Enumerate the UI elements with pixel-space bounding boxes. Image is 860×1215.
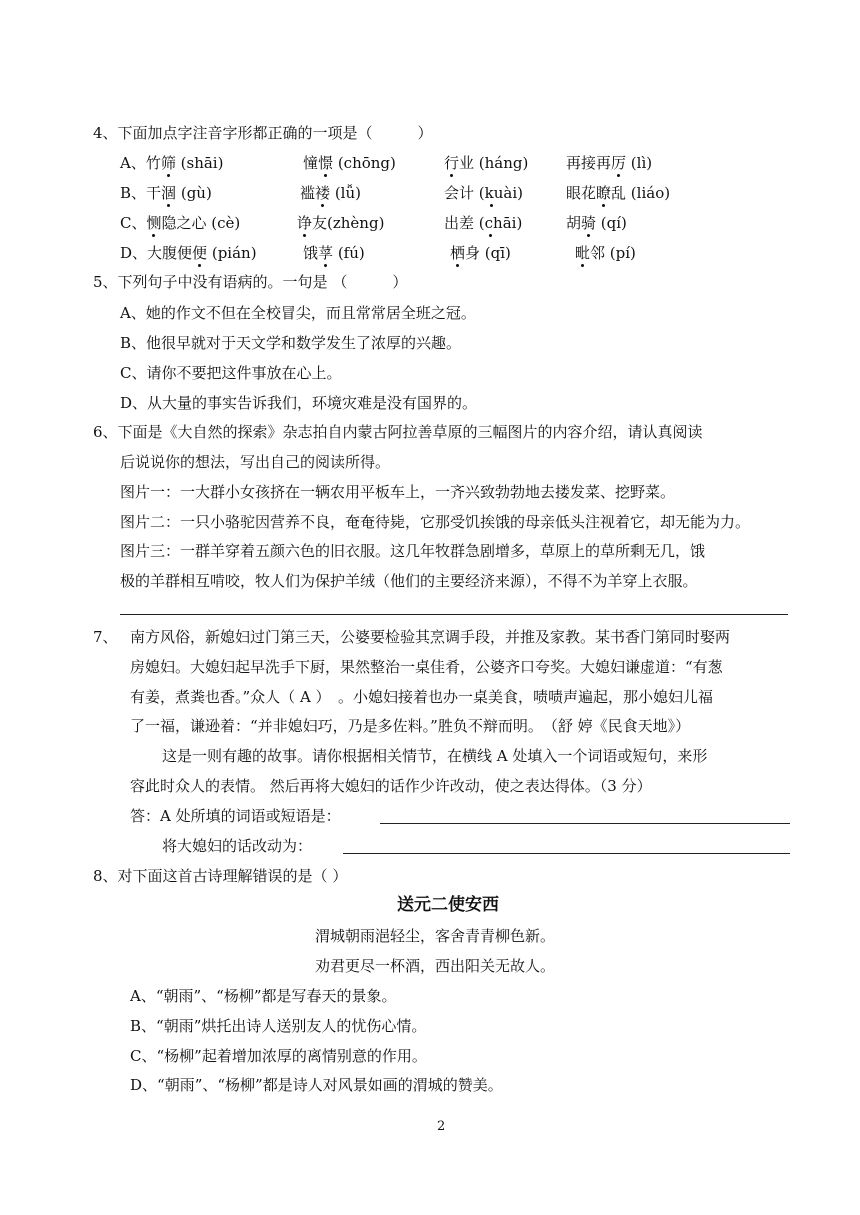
q6-picture-2: 图片二：一只小骆驼因营养不良，奄奄待毙，它那受饥挨饿的母亲低头注视着它，却无能为力。 [120,513,751,531]
poem-line-2: 劝君更尽一杯酒，西出阳关无故人。 [315,957,556,975]
q4-option-c-4: 胡骑 (qí) [566,214,627,232]
q6-picture-3-line-2: 极的羊群相互啃咬，牧人们为保护羊绒（他们的主要经济来源），不得不为羊穿上衣服。 [120,572,698,590]
q4-option-c-1: C、恻隐之心 (cè) [120,214,241,232]
q4-option-b-3: 会计 (kuài) [444,184,523,202]
q4-option-a-1: A、竹筛 (shāi) [120,154,224,172]
q4-option-c-3: 出差 (chāi) [444,214,523,232]
q5-option-c: C、请你不要把这件事放在心上。 [120,364,342,382]
q4-option-d-3: 栖身 (qī) [450,244,511,262]
q6-picture-3-line-1: 图片三：一群羊穿着五颜六色的旧衣服。这几年牧群急剧增多，草原上的草所剩无几，饿 [120,542,706,560]
q5-stem: 5、下列句子中没有语病的。一句是 （ ） [93,273,408,291]
q6-answer-line[interactable] [120,614,788,615]
poem-line-1: 渭城朝雨浥轻尘，客舍青青柳色新。 [315,927,556,945]
q6-stem-line-1: 6、下面是《大自然的探索》杂志拍自内蒙古阿拉善草原的三幅图片的内容介绍，请认真阅读 [93,423,703,441]
q5-option-b: B、他很早就对于天文学和数学发生了浓厚的兴趣。 [120,334,462,352]
q4-option-b-2: 褴褛 (lǚ) [300,184,361,202]
q4-option-a-4: 再接再厉 (lì) [566,154,653,172]
q8-option-b: B、“朝雨”烘托出诗人送别友人的忧伤心情。 [130,1017,427,1035]
q4-option-d-1: D、大腹便便 (pián) [120,244,257,262]
q7-story-line-2: 房媳妇。大媳妇起早洗手下厨，果然整治一桌佳肴，公婆齐口夸奖。大媳妇谦虚道：“有葱 [130,658,723,676]
q4-option-a-3: 行业 (háng) [444,154,529,172]
q7-instruction-line-1: 这是一则有趣的故事。请你根据相关情节，在横线 A 处填入一个词语或短句，来形 [162,747,708,765]
q7-story-line-4: 了一福，谦逊着：“并非媳妇巧，乃是多佐料。”胜负不辩而明。 （舒 婷《民食天地》） [130,717,691,735]
q4-option-b-4: 眼花瞭乱 (liáo) [566,184,671,202]
q7-number: 7、 [93,628,118,646]
q7-answer-line-2[interactable] [343,853,790,854]
q8-option-d: D、“朝雨”、“杨柳”都是诗人对风景如画的渭城的赞美。 [130,1076,503,1094]
q7-instruction-line-2: 容此时众人的表情。 然后再将大媳妇的话作少许改动，使之表达得体。（3 分） [130,777,652,795]
page-number: 2 [437,1119,446,1134]
q7-answer-label-2: 将大媳妇的话改动为： [162,837,313,855]
q4-option-b-1: B、干涸 (gù) [120,184,212,202]
poem-title: 送元二使安西 [397,895,499,915]
q8-option-c: C、“杨柳”起着增加浓厚的离情别意的作用。 [130,1047,427,1065]
q7-story-line-1: 南方风俗，新媳妇过门第三天，公婆要检验其烹调手段，并推及家教。某书香门第同时娶两 [130,628,731,646]
q6-picture-1: 图片一：一大群小女孩挤在一辆农用平板车上，一齐兴致勃勃地去搂发菜、挖野菜。 [120,483,676,501]
q4-option-d-4: 毗邻 (pí) [575,244,636,262]
q8-stem: 8、对下面这首古诗理解错误的是（ ） [93,867,348,885]
q7-answer-line-1[interactable] [380,823,790,824]
q7-answer-label-1: 答：A 处所填的词语或短语是： [130,807,341,825]
q5-option-a: A、她的作文不但在全校冒尖，而且常常居全班之冠。 [120,304,476,322]
q7-story-line-3: 有姜，煮粪也香。”众人（ A ） 。小媳妇接着也办一桌美食，啧啧声遍起，那小媳妇儿福 [130,688,714,706]
q6-stem-line-2: 后说说你的想法，写出自己的阅读所得。 [120,453,391,471]
q4-option-a-2: 憧憬 (chōng) [303,154,396,172]
q4-option-d-2: 饿莩 (fú) [303,244,365,262]
q4-option-c-2: 诤友(zhèng) [297,214,385,232]
q4-stem: 4、下面加点字注音字形都正确的一项是（ ） [93,124,433,142]
q5-option-d: D、从大量的事实告诉我们，环境灾难是没有国界的。 [120,394,478,412]
q8-option-a: A、“朝雨”、“杨柳”都是写春天的景象。 [130,987,397,1005]
